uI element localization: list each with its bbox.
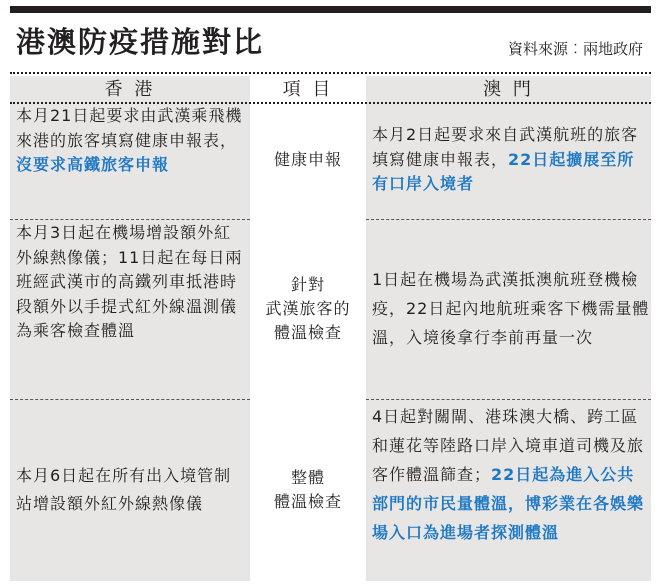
row1-divider-hk <box>10 219 250 220</box>
row3-macau <box>372 402 651 547</box>
row3-item-line1: 整體 <box>290 468 325 487</box>
header-item: 項 目 <box>282 79 334 100</box>
row2-macau-wrap <box>372 221 651 396</box>
row2-macau: 1日起在機場為武漢抵澳航班登機檢疫，22日起內地航班乘客下機需量體溫，入境後拿行李前再量一次 <box>372 270 650 347</box>
page-title: 港澳防疫措施對比 <box>16 25 265 59</box>
row3-hk-wrap <box>16 401 248 579</box>
row1-macau-highlight: 22日起擴展至所有口岸入境者 <box>372 149 635 194</box>
top-rule <box>10 6 651 13</box>
comparison-table <box>10 6 651 581</box>
row2-divider-macau <box>366 399 651 400</box>
header-divider-top <box>10 72 651 74</box>
row1-macau <box>372 123 651 197</box>
header-hk: 香 港 <box>104 79 156 100</box>
row3-item-line2: 體溫檢查 <box>273 492 342 511</box>
row1-hk-text: 本月21日起要求由武漢乘飛機來港的旅客填寫健康申報表， <box>16 106 243 150</box>
header-macau: 澳 門 <box>483 79 534 100</box>
row2-item-line3: 體溫檢查 <box>273 322 342 342</box>
row1-hk <box>16 104 248 178</box>
row2-item-line1: 針對 <box>290 274 325 294</box>
source-note: 資料來源︰兩地政府 <box>507 40 643 58</box>
row1-macau-wrap <box>372 104 651 216</box>
row2-item-line2: 武漢旅客的 <box>265 298 351 318</box>
row3-hk: 本月6日起在所有出入境管制站增設額外紅外線熱像儀 <box>16 466 232 513</box>
row2-item <box>250 221 366 396</box>
row3-item <box>250 401 366 579</box>
row1-macau-text: 本月2日起要求來自武漢航班的旅客填寫健康申報表， <box>372 125 639 169</box>
row1-hk-highlight: 沒要求高鐵旅客申報 <box>16 155 170 175</box>
row1-item: 健康申報 <box>273 150 342 169</box>
row2-divider-hk <box>10 399 250 400</box>
row1-divider-macau <box>366 219 651 220</box>
row3-macau-highlight: 22日起為進入公共部門的市民量體溫，博彩業在各娛樂場入口為進場者探測體溫 <box>372 465 645 542</box>
row3-macau-text: 4日起對關閘、港珠澳大橋、跨工區和蓮花等陸路口岸入境車道司機及旅客作體溫篩查； <box>372 407 645 484</box>
header-row <box>10 76 651 103</box>
row2-hk: 本月3日起在機場增設額外紅外線熱像儀；11日起在每日兩班經武漢市的高鐵列車抵港時段額外以手提式紅外線溫測儀為乘客檢查體溫 <box>16 223 243 341</box>
